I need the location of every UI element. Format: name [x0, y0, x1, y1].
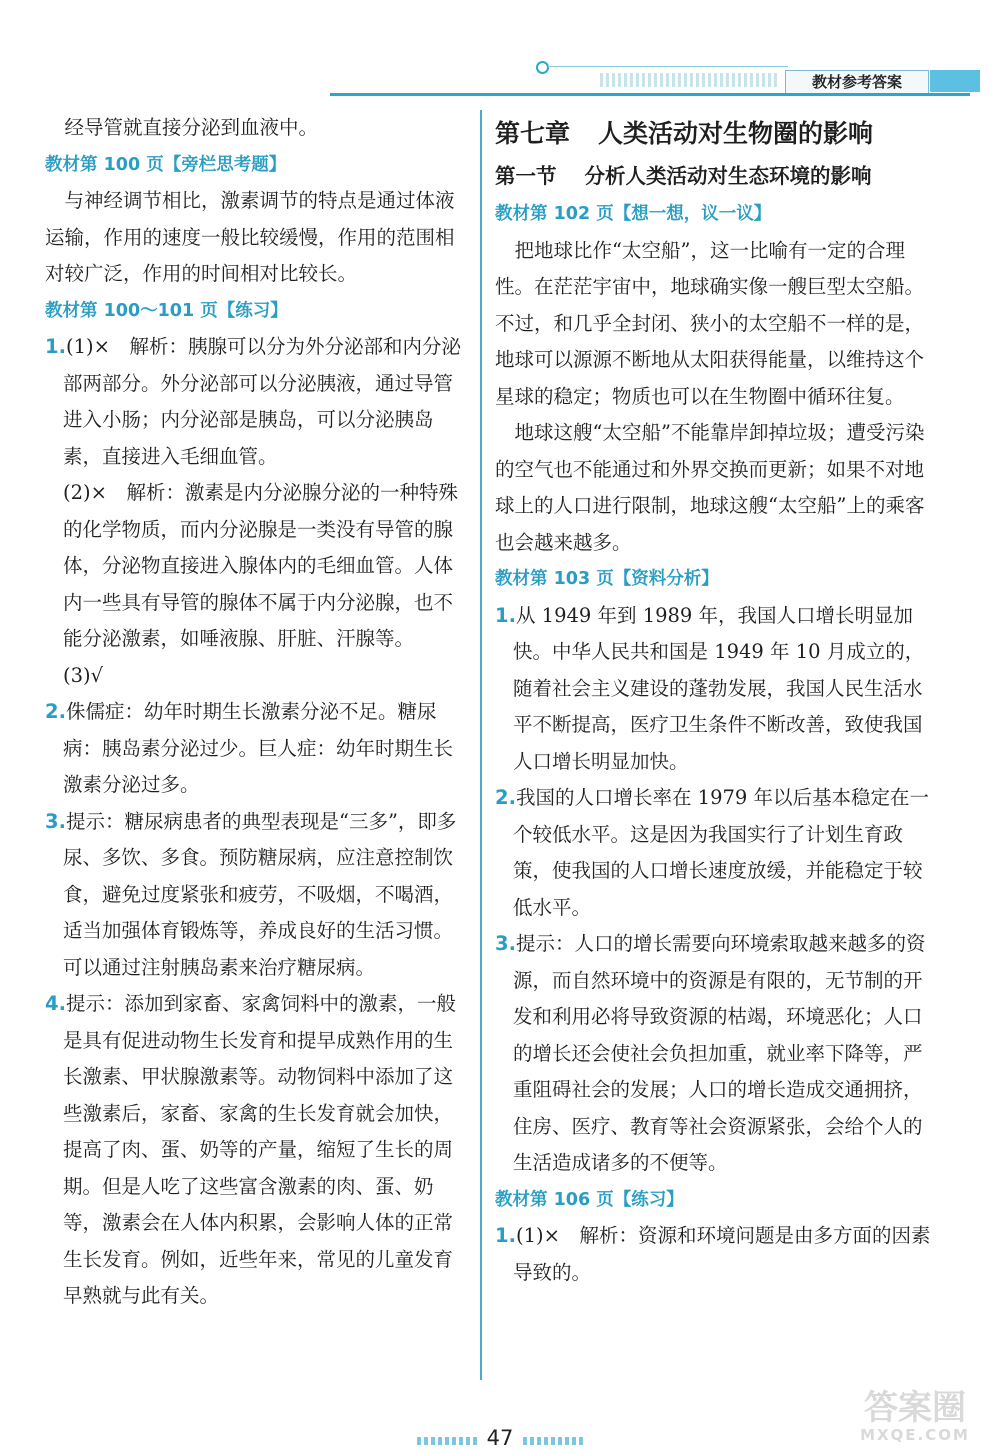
exercise-text: 提示：糖尿病患者的典型表现是“三多”，即多尿、多饮、多食。预防糖尿病，应注意控制饮食，避免过度紧张和疲劳，不吸烟，不喝酒，适当加强体育锻炼等，养成良好的生活习惯。可以通过注射胰岛素来治疗糖尿病。: [63, 809, 457, 979]
exercise-p106-1: [495, 1218, 935, 1291]
exercise-1-part2: (2)× 解析：激素是内分泌腺分泌的一种特殊的化学物质，而内分泌腺是一类没有导管的腺体，分泌物直接进入腺体内的毛细血管。人体内一些具有导管的腺体不属于内分泌腺，也不能分泌激素，如唾液腺、肝脏、汗腺等。: [63, 481, 458, 650]
exercise-text: 侏儒症：幼年时期生长激素分泌不足。糖尿病：胰岛素分泌过少。巨人症：幼年时期生长激素分泌过多。: [63, 700, 454, 796]
analysis-text: 提示：人口的增长需要向环境索取越来越多的资源，而自然环境中的资源是有限的，无节制的开发和利用必将导致资源的枯竭，环境恶化；人口的增长还会使社会负担加重，就业率下降等，严重阻碍社会的发展；人口的增长造成交通拥挤，住房、医疗、教育等社会资源紧张，会给个人的生活造成诸多的不便等。: [513, 932, 926, 1174]
chapter-title: [495, 112, 935, 156]
header-ornament-pattern: [600, 73, 780, 87]
exercise-text: (1)× 解析：资源和环境问题是由多方面的因素导致的。: [513, 1224, 931, 1284]
exercise-1-part3: (3)√: [63, 663, 104, 687]
chapter-number: 第七章: [495, 119, 571, 148]
header-ornament-line: [548, 66, 788, 67]
exercise-text: 提示：添加到家畜、家禽饲料中的激素，一般是具有促进动物生长发育和提早成熟作用的生长激素、甲状腺激素等。动物饲料中添加了这些激素后，家畜、家禽的生长发育就会加快，提高了肉、蛋、奶等的产量，缩短了生长的周期。但是人吃了这些富含激素的肉、蛋、奶等，激素会在人体内积累，会影响人体的正常生长发育。例如，近些年来，常见的儿童发育早熟就与此有关。: [63, 992, 456, 1307]
section-heading-p100-sidebar: 教材第 100 页【旁栏思考题】: [45, 154, 287, 175]
item-number: 3.: [495, 932, 516, 955]
analysis-2: [495, 780, 935, 926]
p102-answer-para2: 地球这艘“太空船”不能靠岸卸掉垃圾；遭受污染的空气也不能通过和外界交换而更新；如果不对地球上的人口进行限制，地球这艘“太空船”上的乘客也会越来越多。: [495, 421, 925, 554]
item-number: 1.: [495, 1224, 516, 1247]
chapter-name: 人类活动对生物圈的影响: [598, 119, 874, 148]
exercise-4: [45, 986, 470, 1315]
section-heading-p103: 教材第 103 页【资料分析】: [495, 569, 719, 589]
item-number: 2.: [495, 786, 516, 809]
exercise-text: (1)× 解析：胰腺可以分为外分泌部和内分泌部两部分。外分泌部可以分泌胰液，通过导管进入小肠；内分泌部是胰岛，可以分泌胰岛素，直接进入毛细血管。: [63, 335, 461, 468]
section-heading-p102: 教材第 102 页【想一想，议一议】: [495, 204, 772, 224]
left-intro: 经导管就直接分泌到血液中。: [64, 116, 319, 139]
exercise-3: [45, 804, 470, 987]
section-title: [495, 156, 935, 196]
section-number: 第一节: [495, 164, 557, 188]
page-number: 47: [486, 1426, 514, 1450]
column-divider: [480, 110, 482, 1380]
right-column: [495, 112, 935, 1291]
analysis-3: [495, 926, 935, 1182]
watermark-url: MXQE.COM: [860, 1426, 970, 1444]
footer-ornament-right: [523, 1437, 583, 1445]
analysis-text: 我国的人口增长率在 1979 年以后基本稳定在一个较低水平。这是因为我国实行了计划生育政策，使我国的人口增长速度放缓，并能稳定于较低水平。: [513, 786, 930, 919]
p102-answer-para1: 把地球比作“太空船”，这一比喻有一定的合理性。在茫茫宇宙中，地球确实像一艘巨型太空船。不过，和几乎全封闭、狭小的太空船不一样的是，地球可以源源不断地从太阳获得能量，以维持这个星球的稳定；物质也可以在生物圈中循环往复。: [495, 238, 925, 408]
analysis-1: [495, 598, 935, 781]
exercise-1-part1: [45, 329, 470, 475]
header-rule: [330, 93, 970, 96]
item-number: 2.: [45, 700, 66, 723]
section-heading-p106: 教材第 106 页【练习】: [495, 1189, 684, 1210]
section-name: 分析人类活动对生态环境的影响: [584, 164, 872, 188]
item-number: 4.: [45, 992, 66, 1015]
item-number: 3.: [45, 809, 66, 833]
exercise-2: [45, 694, 470, 804]
footer-ornament-left: [417, 1437, 477, 1445]
header-label: 教材参考答案: [785, 70, 929, 94]
section-heading-p100-101-exercise: 教材第 100～101 页【练习】: [45, 300, 288, 321]
item-number: 1.: [495, 603, 516, 627]
left-column: [45, 110, 470, 1315]
watermark-logo: [840, 1390, 990, 1448]
header-ornament-block: [930, 70, 980, 92]
sidebar-answer: 与神经调节相比，激素调节的特点是通过体液运输，作用的速度一般比较缓慢，作用的范围相对较广泛，作用的时间相对比较长。: [45, 189, 455, 285]
watermark-text: 答案圈: [864, 1388, 966, 1428]
item-number: 1.: [45, 335, 66, 358]
analysis-text: 从 1949 年到 1989 年，我国人口增长明显加快。中华人民共和国是 1949 年 10 月成立的，随着社会主义建设的蓬勃发展，我国人民生活水平不断提高，医疗卫生条件不断改善，致使我国人口增长明显加快。: [513, 603, 925, 773]
header-ornament-dot: [536, 61, 549, 74]
